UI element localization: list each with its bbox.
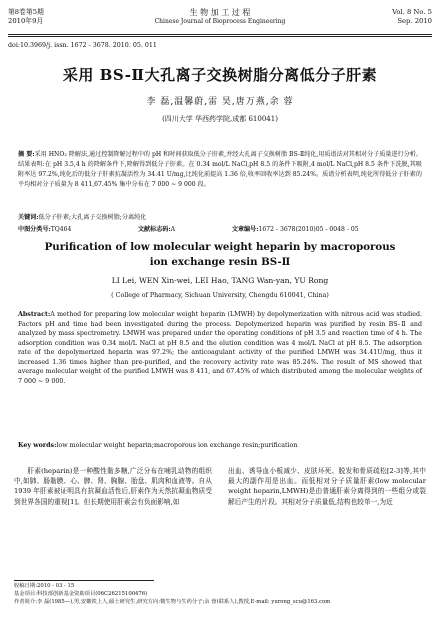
issue-info: 第8卷第5期 2010年9月: [8, 8, 44, 25]
footnote-rule: [14, 580, 154, 581]
chinese-abstract-text: 采用 HNO₂ 降解法,通过控制降解过程中的 pH 和时间获取低分子肝素,并经大孔离子交换树脂 BS-Ⅱ纯化,用质谱法对其相对分子质量进行分析。结果表明:在 pH 3.5,4 h 的降解条件下,降解得到低分子肝素。在 0.34 mol/L NaCl,pH 8.5 的条件下吸附,4 mol/L NaCl,pH 8.5 条件下洗脱,其吸附率达 97.2%,纯化后的低分子肝素抗凝活性为 34.41 U/mg,比纯化前提高 1.36 倍,收率回收率达到 85.24%。质谱分析表明,纯化所得低分子肝素的平均相对分子质量为 8 411,67.45% 集中分布在 7 000 ~ 9 000 段。: [18, 151, 423, 188]
chinese-authors: 李 磊,温馨蔚,雷 昊,唐万燕,余 蓉: [146, 97, 294, 107]
doi: doi:10.3969/j. issn. 1672 - 3678. 2010. 05. 011: [8, 42, 157, 49]
classification-line: [18, 224, 422, 233]
clc-value: TQ464: [50, 226, 72, 233]
header-rule: [8, 34, 432, 35]
chinese-abstract-label: 摘 要:: [18, 151, 35, 158]
english-keywords-text: low molecular weight heparin;macroporous ion exchange resin;purification: [56, 442, 298, 449]
body-column-right: 出血、诱导血小板减少、皮肤坏死、脱发和骨质疏松[2-3]等,其中最大的副作用是出血。而低相对分子质量肝素(low molecular weight heparin,LMWH)是由普通肝素分离得到的一些组分或裂解后产生的片段。其相对分子质量低,结构也较单一,为近: [228, 467, 426, 506]
chinese-title: 采用 BS-Ⅱ大孔离子交换树脂分离低分子肝素: [62, 66, 378, 84]
journal-name: 生 物 加 工 过 程 Chinese Journal of Bioprocess Engineering: [154, 8, 286, 25]
chinese-keywords-label: 关键词:: [18, 214, 39, 221]
footnote-funding: 基金项目:科技部创新基金资助项目(06C26215100476): [14, 591, 148, 597]
english-abstract-text: A method for preparing low molecular weight heparin (LMWH) by depolymerization with nitrous acid was studied. Factors pH and time had been investigated during the process. Depolymerized heparin was purified by resin BS-Ⅱ and analyzed by mass spectrometry. LMWH was prepared under the operating conditions of pH 3.5 and reaction time of 4 h. The adsorption condition was 0.34 mol/L NaCl at pH 8.5 and the elution condition was 4 mol/L NaCl at pH 8.5. The adsorption rate of the depolymerized heparin was 97.2%; the anticoagulant activity of the purified LMWH was 34.41U/mg, thus it increased 1.36 times higher than pre-purified, and the recovery activity rate was 85.24%. The result of MS showed that average molecular weight of the purified LMWH was 8 411, and 67.45% of which distributed among the molecular weights of 7 000 ~ 9 000.: [18, 311, 422, 385]
english-keywords-label: Key words:: [18, 442, 57, 449]
header-rule-thin: [8, 36, 432, 37]
chinese-keywords-text: 低分子肝素;大孔离子交换树脂;分离纯化: [38, 214, 147, 221]
clc-label: 中图分类号:: [18, 226, 51, 233]
english-authors: LI Lei, WEN Xin-wei, LEI Hao, TANG Wan-yan, YU Rong: [111, 276, 329, 285]
english-title: Purification of low molecular weight heparin by macroporous ion exchange resin BS-Ⅱ: [44, 241, 396, 268]
article-no-value: 1672 - 3678(2010)05 - 0048 - 05: [258, 226, 359, 233]
footnote-received: 收稿日期:2010 - 03 - 15: [14, 583, 75, 589]
doc-code-label: 文献标志码:: [137, 226, 171, 233]
chinese-keywords: [18, 212, 422, 221]
chinese-affiliation: (四川大学 华西药学院,成都 610041): [162, 115, 278, 123]
english-affiliation: ( College of Pharmacy, Sichuan University, Chengdu 610041, China): [111, 292, 329, 299]
footnote-author: 作者简介:李 磊(1985—),男,安徽铁上人,硕士研究生,研究方向:微生物与生药分子;余 蓉(联系人),教授,E-mail: yurong_scu@163.com: [14, 599, 331, 605]
article-no-label: 文章编号:: [231, 226, 259, 233]
english-keywords: [18, 442, 422, 449]
english-abstract-label: Abstract:: [18, 311, 51, 318]
english-abstract: [18, 310, 422, 386]
body-column-left: 肝素(heparin)是一种酸性黏多糖,广泛分布在哺乳动物的组织中,如肺、肠黏膜、心、脾、肾、胸腺、胎盘、肌肉和血液等。自从 1939 年肝素被证明具有抗凝血活性后,肝素作为天然抗凝血物质受到世界各国的重视[1]。但长期使用肝素会有负面影响,如: [14, 467, 212, 506]
chinese-abstract: [18, 150, 422, 190]
doc-code-value: A: [170, 226, 176, 233]
volume-info: Vol. 8 No. 5 Sep. 2010: [392, 8, 432, 25]
